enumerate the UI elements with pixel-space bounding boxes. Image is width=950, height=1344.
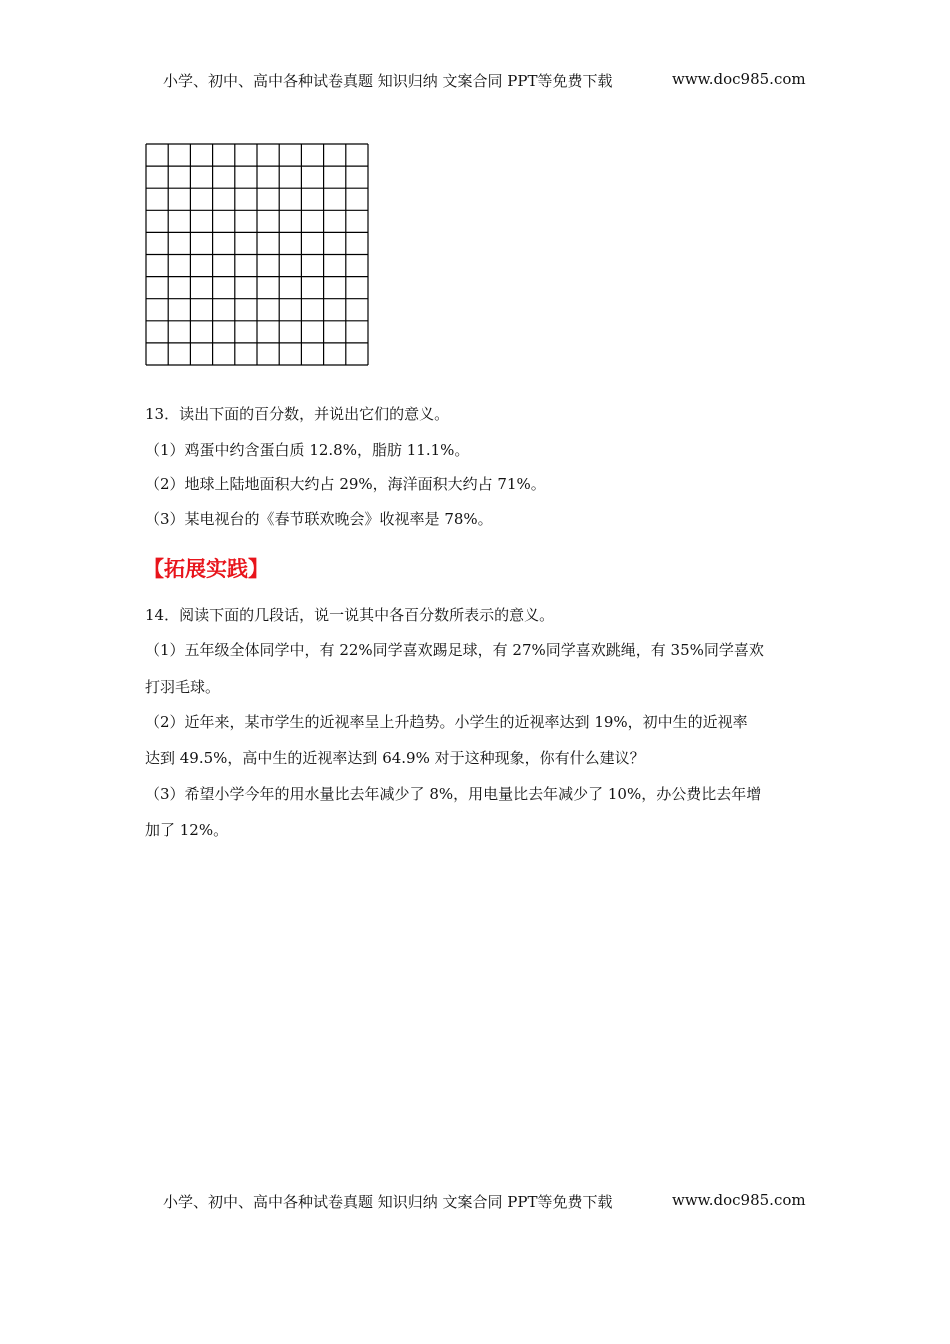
q14-line-2: 打羽毛球。 [145, 678, 221, 696]
q13-item-1: （1）鸡蛋中约含蛋白质 12.8%，脂肪 11.1%。 [145, 441, 470, 459]
q14-line-4: 达到 49.5%，高中生的近视率达到 64.9% 对于这种现象，你有什么建议？ [145, 749, 645, 767]
q14-line-1: （1）五年级全体同学中，有 22%同学喜欢踢足球，有 27%同学喜欢跳绳，有 35%同学喜欢 [145, 641, 764, 659]
q14-line-6: 加了 12%。 [145, 821, 229, 839]
q13-item-2: （2）地球上陆地面积大约占 29%，海洋面积大约占 71%。 [145, 475, 546, 493]
q14-title: 14．阅读下面的几段话，说一说其中各百分数所表示的意义。 [145, 606, 555, 624]
header-title: 小学、初中、高中各种试卷真题 知识归纳 文案合同 PPT等免费下载 [163, 72, 613, 90]
q14-line-3: （2）近年来，某市学生的近视率呈上升趋势。小学生的近视率达到 19%，初中生的近视率 [145, 713, 748, 731]
hundred-square-grid [145, 143, 369, 366]
q13-title: 13．读出下面的百分数，并说出它们的意义。 [145, 405, 450, 423]
q13-item-3: （3）某电视台的《春节联欢晚会》收视率是 78%。 [145, 510, 493, 528]
footer-title: 小学、初中、高中各种试卷真题 知识归纳 文案合同 PPT等免费下载 [163, 1193, 613, 1211]
header-url: www.doc985.com [672, 70, 806, 88]
q14-line-5: （3）希望小学今年的用水量比去年减少了 8%，用电量比去年减少了 10%，办公费比去年增 [145, 785, 762, 803]
footer-url: www.doc985.com [672, 1191, 806, 1209]
section-heading: 【拓展实践】 [143, 557, 269, 581]
